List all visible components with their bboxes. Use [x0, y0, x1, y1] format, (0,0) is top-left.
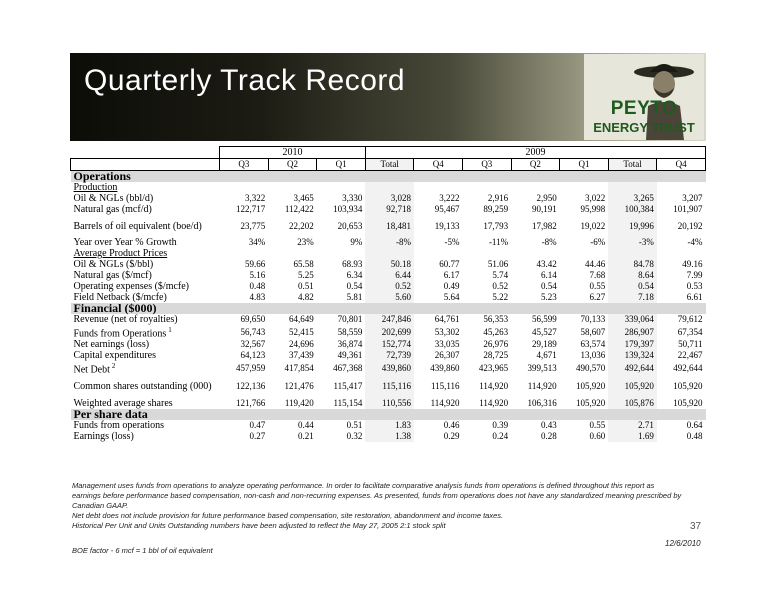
value-cell: 6.17 — [443, 270, 460, 280]
value-cell: 3,330 — [342, 193, 363, 203]
value-cell: 56,353 — [483, 314, 509, 324]
logo-text-energy-trust: ENERGY TRUST — [593, 120, 695, 135]
value-cell: 7.99 — [686, 270, 703, 280]
value-cell: 4.83 — [249, 292, 266, 302]
value-cell: 52,415 — [289, 326, 314, 337]
value-cell: 24,696 — [289, 339, 314, 350]
table-row — [71, 270, 706, 281]
value-cell: 122,136 — [235, 381, 266, 392]
value-cell: 0.55 — [589, 419, 606, 430]
table-row — [71, 350, 706, 361]
value-cell: 119,420 — [284, 397, 314, 408]
page-title: Quarterly Track Record — [84, 64, 406, 97]
value-cell: 44.46 — [585, 259, 606, 269]
row-label: Weighted average shares — [73, 397, 173, 409]
row-label: Natural gas (mcf/d) — [73, 204, 152, 215]
column-header: Total — [608, 159, 657, 171]
row-label-cell — [71, 281, 220, 292]
row-label-cell — [71, 376, 220, 398]
table-row — [71, 292, 706, 303]
column-header: Q1 — [317, 159, 366, 171]
value-cell: 0.29 — [443, 430, 460, 441]
value-cell: 90,191 — [531, 204, 557, 214]
value-cell: 6.27 — [589, 292, 606, 302]
value-cell: 0.28 — [540, 430, 557, 441]
value-cell: 58,607 — [580, 326, 606, 337]
value-cell: 106,316 — [527, 397, 557, 408]
row-label: Funds from Operations — [73, 328, 167, 340]
table-row — [71, 215, 706, 237]
value-cell: 79,612 — [677, 314, 703, 324]
value-cell: -8% — [541, 237, 557, 247]
value-cell: 114,920 — [479, 397, 509, 408]
value-cell: 29,189 — [531, 339, 557, 350]
row-label-cell — [71, 270, 220, 281]
column-header: Q2 — [511, 159, 560, 171]
value-cell: 33,035 — [434, 339, 460, 350]
year-2009-header: 2009 — [365, 147, 705, 159]
value-cell: 5.16 — [249, 270, 266, 280]
value-cell: 0.44 — [298, 419, 314, 430]
section-header-row — [71, 409, 706, 420]
table-row — [71, 237, 706, 248]
value-cell: 0.43 — [540, 419, 557, 430]
value-cell: 5.22 — [492, 292, 509, 302]
value-cell: 339,064 — [608, 314, 657, 325]
value-cell: 0.54 — [540, 281, 557, 291]
value-cell: 1.83 — [365, 420, 414, 431]
value-cell: 0.64 — [686, 419, 703, 430]
value-cell: 0.48 — [686, 430, 703, 441]
value-cell: 43.42 — [536, 259, 557, 269]
section-label: Per share data — [71, 409, 706, 420]
value-cell: 139,324 — [608, 350, 657, 361]
value-cell: 50,711 — [678, 339, 703, 350]
value-cell: 0.49 — [443, 281, 460, 291]
value-cell: 53,302 — [434, 326, 460, 337]
table-row — [71, 193, 706, 204]
value-cell: 417,854 — [284, 362, 314, 373]
value-cell: 26,976 — [483, 339, 509, 350]
table-row — [71, 325, 706, 339]
footnote-3: Historical Per Unit and Units Outstanding numbers have been adjusted to reflect the May 27, 2005 2:1 stock split — [72, 521, 446, 530]
value-cell: 51.06 — [487, 259, 509, 269]
subheader-label: Production — [73, 182, 118, 193]
value-cell: 2,950 — [536, 193, 557, 203]
table-row — [71, 204, 706, 215]
value-cell: 19,133 — [434, 220, 460, 231]
value-cell: 5.64 — [443, 292, 460, 302]
value-cell: 7.68 — [589, 270, 606, 280]
value-cell: 65.58 — [293, 259, 314, 269]
value-cell: 121,476 — [284, 381, 314, 392]
row-label-cell — [71, 259, 220, 270]
value-cell: 0.60 — [589, 430, 606, 441]
value-cell: 1.69 — [608, 431, 657, 442]
value-cell: 22,467 — [677, 350, 703, 361]
value-cell: 18,481 — [365, 215, 414, 237]
table-row — [71, 281, 706, 292]
section-header-row — [71, 303, 706, 314]
subheader-row — [71, 248, 706, 259]
value-cell: 6.61 — [686, 292, 703, 302]
value-cell: 105,920 — [576, 397, 606, 408]
value-cell: 95,998 — [580, 204, 606, 214]
value-cell: 6.34 — [346, 270, 363, 280]
value-cell: 19,996 — [608, 215, 657, 237]
row-label-cell — [71, 325, 220, 339]
row-label: Natural gas ($/mcf) — [73, 270, 152, 281]
value-cell: 37,439 — [289, 350, 314, 361]
value-cell: 0.53 — [686, 281, 703, 291]
value-cell: 105,920 — [576, 381, 606, 392]
value-cell: 49,361 — [337, 350, 363, 361]
value-cell: -6% — [590, 237, 606, 247]
value-cell: 247,846 — [365, 314, 414, 325]
value-cell: 467,368 — [333, 362, 363, 373]
value-cell: 105,920 — [608, 376, 657, 398]
column-header: Q1 — [560, 159, 609, 171]
section-label: Financial ($000) — [71, 303, 706, 314]
value-cell: 56,743 — [240, 326, 266, 337]
value-cell: 23% — [297, 237, 314, 247]
value-cell: 5.23 — [540, 292, 557, 302]
value-cell: 23,775 — [240, 220, 266, 231]
value-cell: -3% — [608, 237, 657, 248]
row-label: Net earnings (loss) — [73, 339, 150, 351]
value-cell: 22,202 — [289, 220, 314, 231]
row-label: Common shares outstanding (000) — [73, 381, 212, 393]
value-cell: 69,650 — [240, 314, 266, 324]
row-label: Revenue (net of royalties) — [73, 314, 178, 325]
row-label: Funds from operations — [73, 419, 165, 431]
footnote-2: Net debt does not include provision for future performance based compensation, site restoration, abandonment and income taxes. — [72, 511, 504, 520]
value-cell: 5.81 — [346, 292, 363, 302]
column-header: Q4 — [414, 159, 463, 171]
table-row — [71, 376, 706, 398]
value-cell: 490,570 — [576, 362, 606, 373]
row-label: Net Debt — [73, 364, 110, 376]
value-cell: 50.18 — [365, 259, 414, 270]
value-cell: 13,036 — [580, 350, 606, 361]
value-cell: 3,222 — [439, 193, 460, 203]
value-cell: 5.60 — [365, 292, 414, 303]
value-cell: 3,022 — [585, 193, 606, 203]
column-header: Total — [365, 159, 414, 171]
value-cell: 8.64 — [608, 270, 657, 281]
value-cell: 64,649 — [289, 314, 314, 324]
value-cell: 17,982 — [531, 220, 557, 231]
table-row — [71, 398, 706, 409]
row-label-cell — [71, 420, 220, 431]
table-row — [71, 314, 706, 325]
value-cell: 1.38 — [365, 431, 414, 442]
row-label: Field Netback ($/mcfe) — [73, 292, 167, 303]
value-cell: 103,934 — [333, 204, 363, 214]
value-cell: 0.52 — [365, 281, 414, 292]
row-label: Earnings (loss) — [73, 430, 134, 442]
value-cell: 45,527 — [531, 326, 557, 337]
value-cell: 399,513 — [527, 362, 557, 373]
row-label-cell — [71, 431, 220, 442]
value-cell: 6.14 — [540, 270, 557, 280]
value-cell: 105,876 — [608, 398, 657, 409]
value-cell: 64,123 — [240, 350, 266, 361]
column-header: Q4 — [657, 159, 706, 171]
value-cell: 4.82 — [298, 292, 314, 302]
value-cell: -8% — [365, 237, 414, 248]
value-cell: 5.25 — [298, 270, 314, 280]
value-cell: 60.77 — [439, 259, 460, 269]
value-cell: 56,599 — [531, 314, 557, 324]
date: 12/6/2010 — [665, 539, 701, 548]
value-cell: 105,920 — [673, 381, 703, 392]
value-cell: 89,259 — [483, 204, 509, 214]
value-cell: 423,965 — [478, 362, 509, 373]
footnotes — [72, 481, 682, 531]
section-label: Operations — [71, 171, 706, 183]
value-cell: 3,265 — [608, 193, 657, 204]
footnote-marker: 2 — [111, 362, 116, 371]
value-cell: 100,384 — [608, 204, 657, 215]
value-cell: 70,133 — [580, 314, 606, 324]
value-cell: 95,467 — [434, 204, 460, 214]
value-cell: 0.46 — [443, 419, 460, 430]
value-cell: 58,559 — [337, 326, 363, 337]
table-row — [71, 420, 706, 431]
table-row — [71, 431, 706, 442]
subheader-row — [71, 182, 706, 193]
row-label: Barrels of oil equivalent (boe/d) — [73, 220, 202, 232]
value-cell: 72,739 — [365, 350, 414, 361]
value-cell: 179,397 — [608, 339, 657, 350]
row-label-cell — [71, 193, 220, 204]
value-cell: 0.51 — [346, 419, 363, 430]
value-cell: 202,699 — [365, 325, 414, 339]
value-cell: 439,860 — [430, 362, 460, 373]
value-cell: 114,920 — [527, 381, 557, 392]
value-cell: 26,307 — [434, 350, 460, 361]
value-cell: 45,263 — [483, 326, 509, 337]
value-cell: 67,354 — [677, 326, 703, 337]
year-2010-header: 2010 — [220, 147, 366, 159]
value-cell: 492,644 — [673, 362, 703, 373]
value-cell: 439,860 — [365, 361, 414, 375]
row-label: Year over Year % Growth — [73, 237, 177, 248]
value-cell: 92,718 — [365, 204, 414, 215]
value-cell: 115,417 — [333, 381, 363, 392]
value-cell: 101,907 — [673, 204, 703, 214]
row-label: Operating expenses ($/mcfe) — [73, 281, 190, 292]
row-label-cell — [71, 339, 220, 350]
table-row — [71, 339, 706, 350]
value-cell: 4,671 — [536, 350, 557, 361]
value-cell: -5% — [444, 237, 460, 247]
value-cell: 5.74 — [492, 270, 509, 280]
value-cell: 0.39 — [492, 419, 509, 430]
value-cell: 0.55 — [589, 281, 606, 291]
value-cell: -4% — [687, 237, 703, 247]
footnote-marker: 1 — [168, 326, 172, 334]
value-cell: 0.32 — [346, 430, 363, 441]
value-cell: 3,322 — [244, 193, 266, 203]
row-label-cell — [71, 237, 220, 248]
value-cell: 0.52 — [492, 281, 509, 291]
value-cell: 68.93 — [342, 259, 363, 269]
value-cell: 0.24 — [492, 430, 509, 441]
value-cell: 28,725 — [483, 350, 509, 361]
year-header-row — [71, 147, 706, 159]
value-cell: 3,207 — [682, 193, 703, 203]
value-cell: 121,766 — [235, 397, 266, 408]
value-cell: -11% — [488, 237, 509, 247]
value-cell: 114,920 — [479, 381, 509, 392]
value-cell: 114,920 — [430, 397, 460, 408]
value-cell: 19,022 — [580, 220, 606, 231]
column-header: Q3 — [220, 159, 269, 171]
value-cell: 2.71 — [608, 420, 657, 431]
value-cell: 152,774 — [365, 339, 414, 350]
value-cell: 0.54 — [608, 281, 657, 292]
value-cell: 63,574 — [580, 339, 606, 350]
value-cell: 9% — [350, 237, 363, 247]
value-cell: 0.47 — [249, 419, 266, 430]
value-cell: 6.44 — [365, 270, 414, 281]
value-cell: 3,028 — [365, 193, 414, 204]
value-cell: 32,567 — [240, 339, 266, 350]
footnote-1: Management uses funds from operations to analyze operating performance. In order to facilitate comparative analysis funds from operations is defined throughout this report as earnings before performance based compensation, non-cash and non-recurring expenses. As presented, funds from operations does not have any standardized meaning prescribed by Canadian GAAP. — [72, 481, 682, 510]
value-cell: 84.78 — [608, 259, 657, 270]
value-cell: 110,556 — [365, 398, 414, 409]
value-cell: 34% — [248, 237, 266, 247]
page-number: 37 — [690, 521, 702, 532]
value-cell: 0.27 — [249, 430, 266, 441]
row-label-cell — [71, 350, 220, 361]
table-row — [71, 259, 706, 270]
value-cell: 49.16 — [682, 259, 703, 269]
row-label: Capital expenditures — [73, 350, 156, 362]
column-header: Q2 — [268, 159, 317, 171]
boe-note: BOE factor - 6 mcf = 1 bbl of oil equivalent — [72, 546, 213, 555]
row-label-cell — [71, 314, 220, 325]
row-label-cell — [71, 215, 220, 237]
row-label: Oil & NGLs ($/bbl) — [73, 259, 154, 270]
column-header: Q3 — [463, 159, 512, 171]
value-cell: 0.51 — [298, 281, 314, 291]
row-label-cell — [71, 204, 220, 215]
value-cell: 115,154 — [333, 397, 363, 408]
value-cell: 20,192 — [677, 220, 703, 231]
row-label: Oil & NGLs (bbl/d) — [73, 193, 154, 204]
value-cell: 115,116 — [365, 376, 414, 398]
value-cell: 2,916 — [487, 193, 509, 203]
value-cell: 112,422 — [284, 204, 314, 214]
value-cell: 64,761 — [434, 314, 460, 324]
value-cell: 115,116 — [430, 381, 460, 392]
section-header-row — [71, 171, 706, 183]
value-cell: 59.66 — [244, 259, 266, 269]
subheader-label: Average Product Prices — [73, 248, 168, 259]
value-cell: 0.48 — [249, 281, 266, 291]
value-cell: 3,465 — [293, 193, 314, 203]
table-row — [71, 361, 706, 375]
value-cell: 457,959 — [235, 362, 266, 373]
value-cell: 122,717 — [235, 204, 266, 214]
column-header-row — [71, 159, 706, 171]
value-cell: 70,801 — [337, 314, 363, 324]
value-cell: 0.54 — [346, 281, 363, 291]
value-cell: 0.21 — [298, 430, 314, 441]
quarterly-table — [70, 146, 706, 442]
value-cell: 17,793 — [483, 220, 509, 231]
value-cell: 492,644 — [608, 361, 657, 375]
value-cell: 20,653 — [337, 220, 363, 231]
value-cell: 7.18 — [608, 292, 657, 303]
logo-text-peyto: PEYTO — [610, 98, 678, 119]
value-cell: 36,874 — [337, 339, 363, 350]
value-cell: 286,907 — [608, 325, 657, 339]
row-label-cell — [71, 361, 220, 375]
value-cell: 105,920 — [673, 397, 703, 408]
